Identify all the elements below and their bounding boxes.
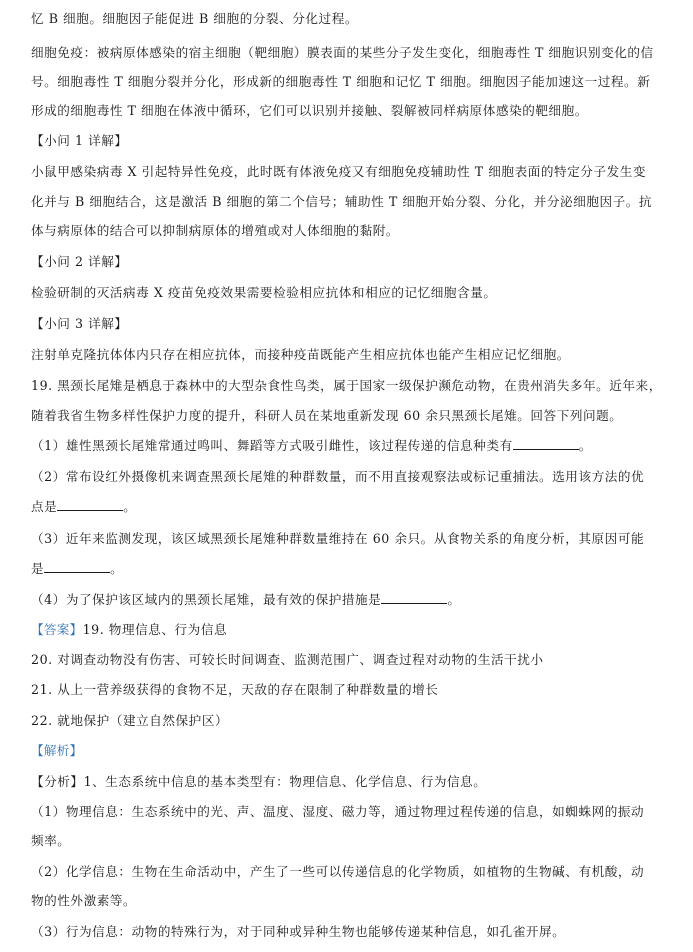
section-heading: 【小问 1 详解】 xyxy=(31,133,128,148)
section-heading: 【小问 2 详解】 xyxy=(31,254,128,269)
answer-line xyxy=(31,621,671,639)
answer-blank xyxy=(57,498,123,511)
answer-line: 21. 从上一营养级获得的食物不足，天敌的存在限制了种群数量的增长 xyxy=(31,682,439,697)
text-line: 号。细胞毒性 T 细胞分裂并分化，形成新的细胞毒性 T 细胞和记忆 T 细胞。细胞因子能加速这一过程。新 xyxy=(31,74,651,89)
sub-question-end: 。 xyxy=(123,499,137,514)
question-stem: 随着我省生物多样性保护力度的提升，科研人员在某地重新发现 60 余只黑颈长尾雉。回答下列问题。 xyxy=(31,408,623,423)
sub-question-4 xyxy=(31,591,671,609)
analysis-line: 【分析】1、生态系统中信息的基本类型有：物理信息、化学信息、行为信息。 xyxy=(31,774,487,789)
answer-text: 19. 物理信息、行为信息 xyxy=(82,622,228,637)
sub-question-3: （3）近年来监测发现，该区域黑颈长尾雉种群数量维持在 60 余只。从食物关系的角度分析，其原因可能 xyxy=(31,531,645,546)
sub-question-end: 。 xyxy=(447,592,461,607)
text-line: 化并与 B 细胞结合，这是激活 B 细胞的第二个信号；辅助性 T 细胞开始分裂、分化，并分泌细胞因子。抗 xyxy=(31,194,653,209)
section-heading: 【小问 3 详解】 xyxy=(31,316,128,331)
analysis-line: 频率。 xyxy=(31,833,71,848)
sub-question-text: 是 xyxy=(31,561,45,576)
sub-question-end: 。 xyxy=(110,561,124,576)
text-line: 注射单克隆抗体体内只存在相应抗体，而接种疫苗既能产生相应抗体也能产生相应记忆细胞。 xyxy=(31,347,570,362)
answer-line: 22. 就地保护（建立自然保护区） xyxy=(31,713,229,728)
question-stem: 19. 黑颈长尾雉是栖息于森林中的大型杂食性鸟类，属于国家一级保护濒危动物，在贵州消失多年。近年来， xyxy=(31,378,662,393)
sub-question-text: （1）雄性黑颈长尾雉常通过鸣叫、舞蹈等方式吸引雌性，该过程传递的信息种类有 xyxy=(31,438,513,453)
analysis-line: 物的性外激素等。 xyxy=(31,893,137,908)
sub-question-end: 。 xyxy=(578,438,592,453)
sub-question-text: （4）为了保护该区域内的黑颈长尾雉，最有效的保护措施是 xyxy=(31,592,382,607)
text-line: 体与病原体的结合可以抑制病原体的增殖或对人体细胞的黏附。 xyxy=(31,223,400,238)
answer-blank xyxy=(513,437,579,450)
sub-question-3-cont xyxy=(31,560,671,578)
answer-blank xyxy=(44,560,110,573)
sub-question-2-cont xyxy=(31,498,671,516)
text-line: 检验研制的灭活病毒 X 疫苗免疫效果需要检验相应抗体和相应的记忆细胞含量。 xyxy=(31,285,497,300)
sub-question-1 xyxy=(31,437,671,455)
analysis-line: （1）物理信息：生态系统中的光、声、温度、湿度、磁力等，通过物理过程传递的信息，如蜘蛛网的振动 xyxy=(31,804,645,819)
text-line: 忆 B 细胞。细胞因子能促进 B 细胞的分裂、分化过程。 xyxy=(31,11,358,26)
text-line: 小鼠甲感染病毒 X 引起特异性免疫，此时既有体液免疫又有细胞免疫辅助性 T 细胞表面的特定分子发生变 xyxy=(31,164,647,179)
answer-tag: 【答案】 xyxy=(31,622,83,637)
answer-line: 20. 对调查动物没有伤害、可较长时间调查、监测范围广、调查过程对动物的生活干扰小 xyxy=(31,652,544,667)
text-line: 形成的细胞毒性 T 细胞在体液中循环，它们可以识别并接触、裂解被同样病原体感染的靶细胞。 xyxy=(31,103,588,118)
analysis-line: （2）化学信息：生物在生命活动中，产生了一些可以传递信息的化学物质，如植物的生物碱、有机酸，动 xyxy=(31,864,645,879)
analysis-tag: 【解析】 xyxy=(31,743,83,758)
answer-blank xyxy=(381,591,447,604)
text-line: 细胞免疫：被病原体感染的宿主细胞（靶细胞）膜表面的某些分子发生变化，细胞毒性 T 细胞识别变化的信 xyxy=(31,45,654,60)
analysis-line: （3）行为信息：动物的特殊行为，对于同种或异种生物也能够传递某种信息，如孔雀开屏。 xyxy=(31,924,566,939)
sub-question-text: 点是 xyxy=(31,499,58,514)
sub-question-2: （2）常布设红外摄像机来调查黑颈长尾雉的种群数量，而不用直接观察法或标记重捕法。选用该方法的优 xyxy=(31,469,645,484)
